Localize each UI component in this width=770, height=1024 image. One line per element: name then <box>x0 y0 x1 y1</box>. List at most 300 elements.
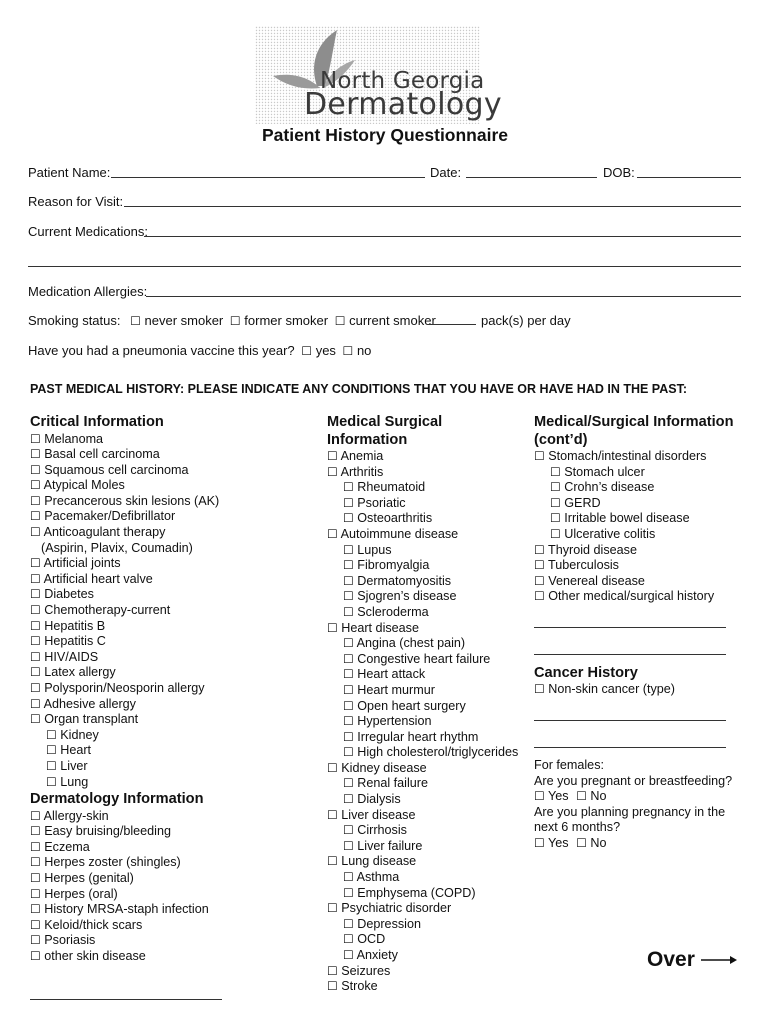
list-item-label: HIV/AIDS <box>44 649 99 664</box>
arrow-right-icon <box>701 955 737 965</box>
cancer-type-field-1[interactable] <box>534 704 726 721</box>
checkbox[interactable]: ☐ <box>343 698 354 713</box>
dermatology-information-list <box>30 809 300 965</box>
list-item-label: Hepatitis B <box>44 618 106 633</box>
list-item-label: Dialysis <box>357 792 401 807</box>
logo-line2: Dermatology <box>304 87 502 122</box>
checkbox[interactable]: ☐ <box>550 526 561 541</box>
checkbox[interactable]: ☐ <box>327 854 338 869</box>
list-item <box>534 480 749 496</box>
list-item-label: Angina (chest pain) <box>356 636 466 651</box>
checkbox[interactable]: ☐ <box>343 776 354 791</box>
list-item-label: GERD <box>564 495 601 510</box>
list-item <box>327 449 527 465</box>
list-item <box>327 714 527 730</box>
list-item-label: Easy bruising/bleeding <box>44 824 171 839</box>
list-item <box>534 465 749 481</box>
list-item <box>30 809 300 825</box>
planning-answers <box>534 836 749 852</box>
list-item <box>30 587 300 603</box>
list-item-label: Seizures <box>341 963 391 978</box>
list-item <box>534 511 749 527</box>
planning-no-label: No <box>590 836 607 850</box>
checkbox[interactable]: ☐ <box>46 758 57 773</box>
list-item-label: Chemotherapy-current <box>44 603 171 618</box>
checkbox[interactable]: ☐ <box>30 634 41 649</box>
checkbox[interactable]: ☐ <box>327 449 338 463</box>
checkbox[interactable]: ☐ <box>30 509 41 524</box>
list-item <box>327 776 527 792</box>
checkbox[interactable]: ☐ <box>30 933 41 948</box>
list-item <box>534 449 749 465</box>
planning-yes-label: Yes <box>548 836 569 850</box>
checkbox[interactable]: ☐ <box>343 667 354 682</box>
list-item <box>327 979 527 995</box>
list-item <box>30 494 300 510</box>
non-skin-cancer-label: Non-skin cancer (type) <box>548 682 675 697</box>
checkbox[interactable]: ☐ <box>327 526 338 541</box>
checkbox[interactable]: ☐ <box>30 839 41 854</box>
planning-question-line1: Are you planning pregnancy in the <box>534 804 726 819</box>
checkbox[interactable]: ☐ <box>46 774 57 789</box>
list-item-label: Dermatomyositis <box>357 573 452 588</box>
checkbox[interactable]: ☐ <box>30 525 41 540</box>
list-item-label: Liver <box>60 758 88 773</box>
checkbox[interactable]: ☐ <box>534 573 545 588</box>
list-item <box>30 855 300 871</box>
medical-surgical-list <box>327 449 527 995</box>
medical-surgical-heading: Medical Surgical Information <box>327 414 443 448</box>
planning-question-line2: next 6 months? <box>534 820 621 835</box>
checkbox[interactable]: ☐ <box>343 480 354 495</box>
list-item-label: Osteoarthritis <box>357 511 433 526</box>
checkbox[interactable]: ☐ <box>343 870 354 885</box>
list-item <box>327 574 527 590</box>
list-item <box>327 730 527 746</box>
logo-line1: North Georgia <box>320 68 485 94</box>
list-item-label: Anticoagulant therapy <box>43 525 166 540</box>
list-item <box>30 902 300 918</box>
former-smoker-label: former smoker <box>244 313 329 328</box>
list-item-label: Lung <box>60 774 89 789</box>
checkbox[interactable]: ☐ <box>327 620 338 635</box>
list-item <box>30 509 300 525</box>
list-item-label: (Aspirin, Plavix, Coumadin) <box>41 540 193 555</box>
checkbox[interactable]: ☐ <box>46 743 57 758</box>
dermatology-information-heading: Dermatology Information <box>30 791 204 808</box>
list-item <box>327 792 527 808</box>
list-item <box>327 496 527 512</box>
date-label: Date: <box>430 165 462 180</box>
dob-label: DOB: <box>603 165 635 180</box>
list-item-label: Depression <box>357 916 421 931</box>
list-item <box>327 932 527 948</box>
list-item-label: Hypertension <box>357 714 432 729</box>
over-indicator <box>647 948 737 972</box>
medical-surgical-contd-column <box>534 414 749 852</box>
checkbox-pregnant-yes[interactable]: ☐ <box>534 789 545 804</box>
list-item <box>327 543 527 559</box>
never-smoker-label: never smoker <box>144 313 224 328</box>
list-item <box>30 887 300 903</box>
checkbox[interactable]: ☐ <box>343 885 354 900</box>
cancer-type-field-2[interactable] <box>534 731 726 748</box>
checkbox[interactable]: ☐ <box>534 449 545 463</box>
list-item-label: History MRSA-staph infection <box>44 902 209 917</box>
medications-field[interactable] <box>144 236 741 237</box>
checkbox[interactable]: ☐ <box>30 665 41 680</box>
list-item-label: Herpes zoster (shingles) <box>44 855 181 870</box>
list-item-label: Renal failure <box>357 776 428 791</box>
list-item <box>30 712 300 728</box>
list-item <box>327 901 527 917</box>
list-item <box>327 808 527 824</box>
checkbox[interactable]: ☐ <box>46 727 57 742</box>
list-item-label: Psychiatric disorder <box>341 901 452 916</box>
list-item <box>327 683 527 699</box>
page-title: Patient History Questionnaire <box>261 125 509 145</box>
checkbox[interactable]: ☐ <box>343 589 354 604</box>
list-item <box>327 886 527 902</box>
current-smoker-label: current smoker <box>349 313 436 328</box>
pregnant-no-label: No <box>590 789 607 804</box>
list-item-label: Organ transplant <box>44 712 139 727</box>
list-item <box>327 854 527 870</box>
list-item-label: Heart <box>60 743 92 758</box>
list-item-label: Liver disease <box>341 807 416 822</box>
checkbox[interactable]: ☐ <box>550 464 561 479</box>
patient-name-label: Patient Name: <box>28 165 111 180</box>
females-label: For females: <box>534 758 604 773</box>
over-label: Over <box>647 948 695 971</box>
checkbox[interactable]: ☐ <box>343 948 354 962</box>
list-item-label: Latex allergy <box>44 665 116 680</box>
list-item <box>30 525 300 541</box>
checkbox[interactable]: ☐ <box>30 871 41 886</box>
list-item-label: Pacemaker/Defibrillator <box>44 509 176 524</box>
checkbox[interactable]: ☐ <box>327 760 338 775</box>
medical-surgical-contd-list <box>534 449 749 605</box>
list-item-label: Herpes (oral) <box>44 886 118 901</box>
list-item <box>327 465 527 481</box>
checkbox[interactable]: ☐ <box>343 558 354 573</box>
list-item-label: Precancerous skin lesions (AK) <box>44 493 220 508</box>
list-item-label: Venereal disease <box>548 573 645 588</box>
list-item-label: Eczema <box>44 839 90 854</box>
checkbox[interactable]: ☐ <box>327 901 338 916</box>
list-item-label: Anxiety <box>356 948 398 962</box>
checkbox[interactable]: ☐ <box>343 511 354 526</box>
list-item <box>30 759 300 775</box>
list-item <box>327 839 527 855</box>
list-item <box>30 447 300 463</box>
checkbox-planning-no[interactable]: ☐ <box>576 836 587 850</box>
checkbox-never-smoker[interactable]: ☐ <box>130 314 141 328</box>
list-item-label: Psoriatic <box>357 495 406 510</box>
list-item-label: Scleroderma <box>357 604 429 619</box>
checkbox[interactable]: ☐ <box>30 431 41 446</box>
checkbox[interactable]: ☐ <box>343 542 354 557</box>
list-item <box>30 665 300 681</box>
list-item <box>327 558 527 574</box>
smoking-label: Smoking status: <box>28 313 121 328</box>
other-history-field-2[interactable] <box>534 638 726 655</box>
allergies-label: Medication Allergies: <box>28 284 148 299</box>
list-item-label: Congestive heart failure <box>357 651 491 666</box>
list-item-label: Artificial heart valve <box>43 571 153 586</box>
checkbox[interactable]: ☐ <box>534 558 545 573</box>
list-item <box>327 605 527 621</box>
checkbox[interactable]: ☐ <box>30 462 41 477</box>
list-item-label: Diabetes <box>44 587 94 602</box>
list-item <box>30 743 300 759</box>
list-item <box>30 697 300 713</box>
checkbox[interactable]: ☐ <box>327 807 338 822</box>
list-item <box>327 667 527 683</box>
list-item-label: Cirrhosis <box>357 823 407 838</box>
medications-field-line2[interactable] <box>28 266 741 267</box>
list-item-label: Keloid/thick scars <box>44 917 143 932</box>
checkbox[interactable]: ☐ <box>30 712 41 727</box>
reason-field[interactable] <box>124 206 741 207</box>
list-item <box>534 558 749 574</box>
pneumonia-row <box>28 343 371 358</box>
past-medical-history-header: PAST MEDICAL HISTORY: PLEASE INDICATE ANY CONDITIONS THAT YOU HAVE OR HAVE HAD IN THE PAST: <box>30 382 687 396</box>
list-item <box>30 949 300 965</box>
checkbox[interactable]: ☐ <box>30 696 41 711</box>
list-item <box>30 541 300 557</box>
list-item-label: Hepatitis C <box>44 634 106 649</box>
list-item <box>30 728 300 744</box>
list-item-label: Thyroid disease <box>548 542 637 557</box>
checkbox[interactable]: ☐ <box>343 792 354 807</box>
list-item-label: Open heart surgery <box>357 698 466 713</box>
packs-field[interactable] <box>428 324 476 325</box>
checkbox[interactable]: ☐ <box>327 464 338 479</box>
list-item <box>30 478 300 494</box>
list-item-label: Stomach/intestinal disorders <box>548 449 707 463</box>
checkbox[interactable]: ☐ <box>534 542 545 557</box>
list-item <box>327 699 527 715</box>
list-item-label: Fibromyalgia <box>357 558 430 573</box>
list-item-label: Emphysema (COPD) <box>357 885 476 900</box>
list-item <box>534 527 749 543</box>
checkbox[interactable]: ☐ <box>30 447 41 462</box>
list-item-label: Allergy-skin <box>43 808 109 823</box>
checkbox[interactable]: ☐ <box>550 480 561 495</box>
list-item-label: Irritable bowel disease <box>564 511 690 526</box>
list-item-label: other skin disease <box>44 949 146 963</box>
checkbox[interactable]: ☐ <box>343 745 354 760</box>
list-item <box>30 619 300 635</box>
list-item-label: Stomach ulcer <box>564 464 645 479</box>
checkbox[interactable]: ☐ <box>343 651 354 666</box>
checkbox[interactable]: ☐ <box>30 618 41 633</box>
checkbox[interactable]: ☐ <box>343 604 354 619</box>
list-item-label: Squamous cell carcinoma <box>44 462 189 477</box>
list-item <box>534 574 749 590</box>
list-item <box>327 745 527 761</box>
list-item-label: Adhesive allergy <box>43 696 136 711</box>
dob-field[interactable] <box>637 177 741 178</box>
list-item <box>327 823 527 839</box>
list-item <box>30 918 300 934</box>
list-item-label: Heart disease <box>341 620 419 635</box>
list-item <box>327 511 527 527</box>
dermatology-other-field[interactable] <box>30 983 222 1000</box>
checkbox[interactable]: ☐ <box>343 729 354 744</box>
list-item-label: Lupus <box>357 542 392 557</box>
list-item <box>327 964 527 980</box>
pneumonia-question: Have you had a pneumonia vaccine this year? <box>28 343 295 358</box>
checkbox-planning-yes[interactable]: ☐ <box>534 836 545 850</box>
smoking-row <box>28 313 436 328</box>
checkbox[interactable]: ☐ <box>343 932 354 947</box>
checkbox-pneumonia-yes[interactable]: ☐ <box>301 344 313 358</box>
critical-information-list <box>30 432 300 791</box>
packs-label: pack(s) per day <box>481 313 571 328</box>
other-history-field-1[interactable] <box>534 611 726 628</box>
list-item-label: Liver failure <box>357 838 423 853</box>
medical-surgical-contd-heading: Medical/Surgical Information (cont’d) <box>534 414 734 448</box>
checkbox[interactable]: ☐ <box>30 587 41 602</box>
list-item <box>327 636 527 652</box>
date-field[interactable] <box>466 177 597 178</box>
list-item-label: Basal cell carcinoma <box>44 447 160 462</box>
checkbox[interactable]: ☐ <box>343 714 354 729</box>
checkbox[interactable]: ☐ <box>30 603 41 618</box>
list-item <box>30 556 300 572</box>
pregnant-question: Are you pregnant or breastfeeding? <box>534 773 733 788</box>
checkbox[interactable]: ☐ <box>30 808 41 823</box>
list-item-label: Sjogren’s disease <box>357 589 457 604</box>
checkbox-current-smoker[interactable]: ☐ <box>334 314 346 328</box>
list-item-label: Atypical Moles <box>43 478 125 493</box>
allergies-field[interactable] <box>146 296 741 297</box>
list-item <box>30 603 300 619</box>
checkbox[interactable]: ☐ <box>30 949 41 963</box>
list-item-label: Artificial joints <box>43 556 121 571</box>
list-item <box>30 933 300 949</box>
medical-surgical-column <box>327 414 527 995</box>
list-item <box>327 652 527 668</box>
list-item-label: OCD <box>357 932 386 947</box>
checkbox[interactable]: ☐ <box>343 495 354 510</box>
list-item-label: Arthritis <box>340 464 384 479</box>
list-item <box>327 621 527 637</box>
checkbox-pregnant-no[interactable]: ☐ <box>576 789 587 804</box>
list-item <box>534 496 749 512</box>
list-item <box>327 870 527 886</box>
checkbox[interactable]: ☐ <box>550 495 561 510</box>
checkbox[interactable]: ☐ <box>30 917 41 932</box>
list-item-label: Heart murmur <box>357 682 435 697</box>
checkbox-non-skin-cancer[interactable]: ☐ <box>534 682 545 697</box>
list-item <box>30 634 300 650</box>
checkbox[interactable]: ☐ <box>343 682 354 697</box>
list-item <box>30 871 300 887</box>
checkbox[interactable]: ☐ <box>550 511 561 526</box>
checkbox[interactable]: ☐ <box>327 979 338 994</box>
list-item-label: Asthma <box>356 870 400 885</box>
list-item <box>534 589 749 605</box>
checkbox[interactable]: ☐ <box>30 886 41 901</box>
list-item-label: Other medical/surgical history <box>548 589 715 604</box>
list-item-label: Herpes (genital) <box>44 871 134 886</box>
list-item-label: Anemia <box>340 449 384 463</box>
list-item <box>30 824 300 840</box>
list-item-label: Heart attack <box>357 667 426 682</box>
list-item <box>30 650 300 666</box>
checkbox[interactable]: ☐ <box>343 823 354 838</box>
list-item-label: Psoriasis <box>44 933 96 948</box>
list-item <box>30 572 300 588</box>
pregnant-yes-label: Yes <box>548 789 569 804</box>
checkbox[interactable]: ☐ <box>30 493 41 508</box>
critical-information-column <box>30 414 300 1010</box>
list-item-label: Rheumatoid <box>357 480 426 495</box>
list-item <box>327 761 527 777</box>
list-item-label: Stroke <box>341 979 378 994</box>
list-item <box>534 543 749 559</box>
list-item-label: Melanoma <box>44 431 104 446</box>
checkbox[interactable]: ☐ <box>343 573 354 588</box>
list-item <box>327 527 527 543</box>
checkbox[interactable]: ☐ <box>30 902 41 917</box>
list-item <box>327 917 527 933</box>
list-item <box>30 463 300 479</box>
checkbox[interactable]: ☐ <box>343 636 354 651</box>
list-item <box>327 948 527 964</box>
list-item <box>327 589 527 605</box>
checkbox-former-smoker[interactable]: ☐ <box>229 314 241 328</box>
list-item-label: Tuberculosis <box>548 558 619 573</box>
checkbox[interactable]: ☐ <box>327 963 338 978</box>
checkbox[interactable]: ☐ <box>343 916 354 931</box>
checkbox[interactable]: ☐ <box>30 681 41 695</box>
cancer-history-heading: Cancer History <box>534 664 638 681</box>
list-item-label: Ulcerative colitis <box>564 526 656 541</box>
checkbox[interactable]: ☐ <box>30 649 41 664</box>
list-item <box>534 682 749 698</box>
list-item-label: Irregular heart rhythm <box>357 729 479 744</box>
list-item <box>30 681 300 697</box>
checkbox[interactable]: ☐ <box>534 589 545 604</box>
list-item-label: Crohn’s disease <box>564 480 655 495</box>
list-item-label: Lung disease <box>341 854 417 869</box>
critical-information-heading: Critical Information <box>30 414 164 430</box>
list-item <box>30 775 300 791</box>
checkbox[interactable]: ☐ <box>343 838 354 853</box>
checkbox[interactable]: ☐ <box>30 556 41 571</box>
list-item-label: High cholesterol/triglycerides <box>357 745 519 760</box>
list-item-label: Kidney <box>60 727 99 742</box>
checkbox[interactable]: ☐ <box>30 571 41 586</box>
list-item <box>327 480 527 496</box>
patient-name-field[interactable] <box>111 177 425 178</box>
pregnant-answers <box>534 789 749 805</box>
checkbox[interactable]: ☐ <box>30 478 41 493</box>
list-item-label: Kidney disease <box>341 760 427 775</box>
checkbox[interactable]: ☐ <box>30 855 41 870</box>
list-item <box>30 840 300 856</box>
pneumonia-yes-label: yes <box>315 343 336 358</box>
checkbox-pneumonia-no[interactable]: ☐ <box>342 344 354 358</box>
reason-label: Reason for Visit: <box>28 194 124 209</box>
list-item-label: Autoimmune disease <box>340 526 459 541</box>
checkbox[interactable]: ☐ <box>30 824 41 839</box>
pneumonia-no-label: no <box>356 343 372 358</box>
